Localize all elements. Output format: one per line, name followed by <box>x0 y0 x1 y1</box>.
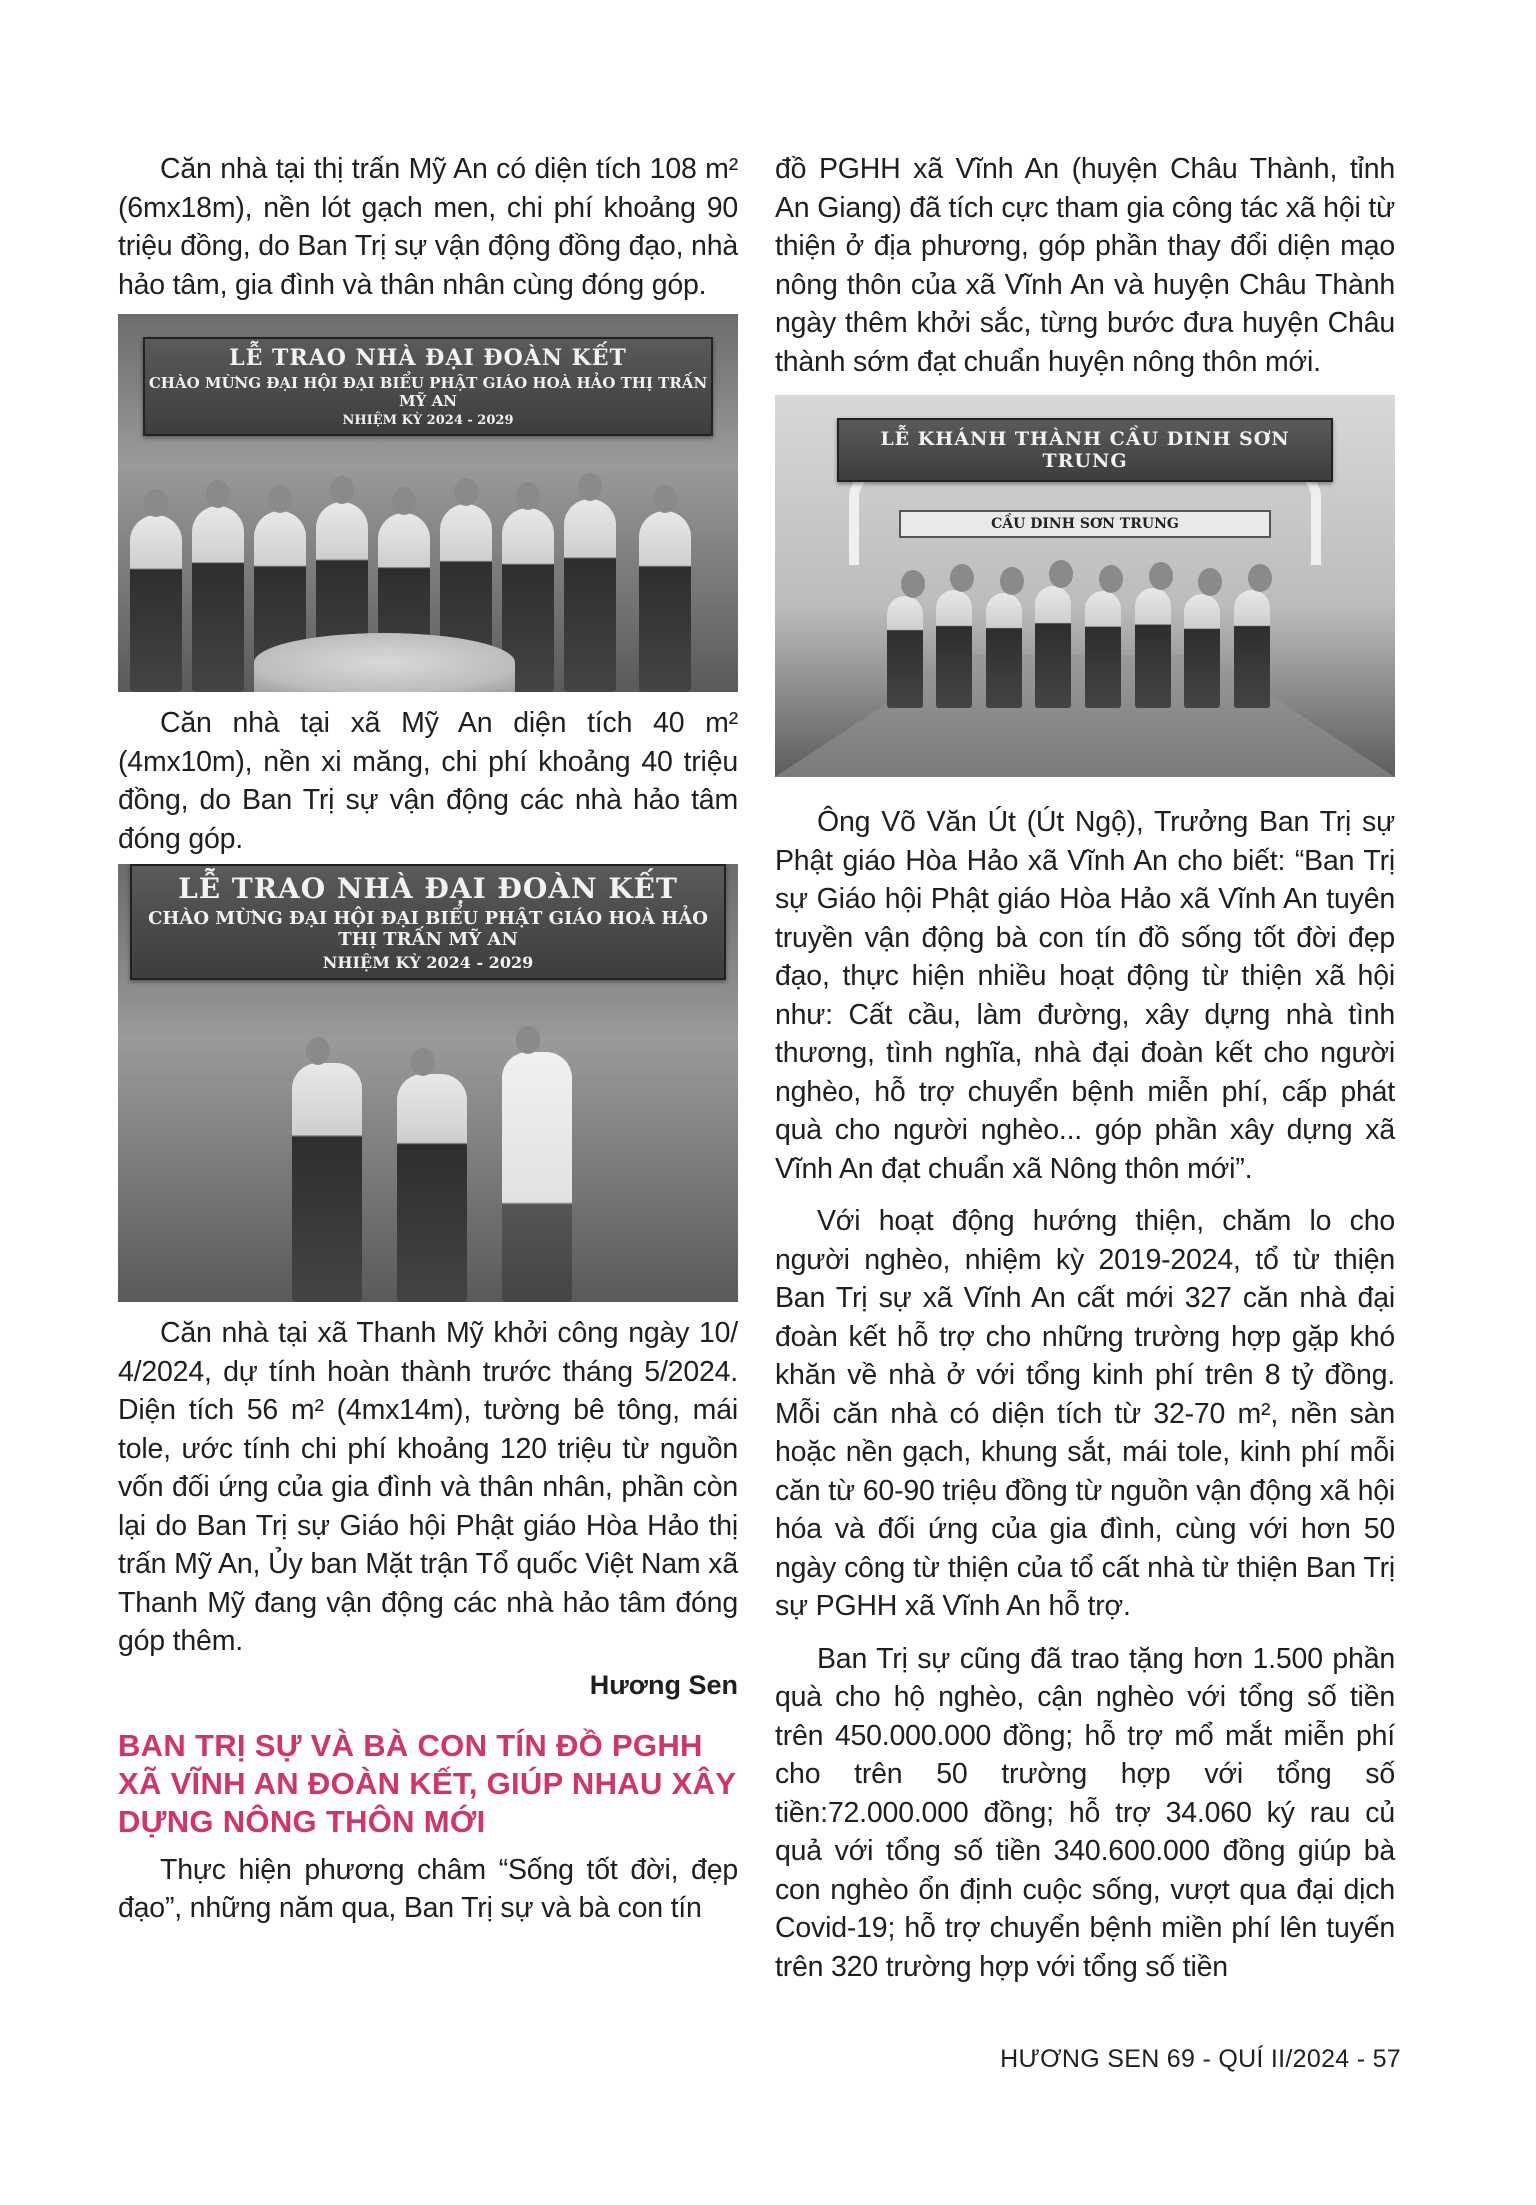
banner-subtitle: CHÀO MỪNG ĐẠI HỘI ĐẠI BIỂU PHẬT GIÁO HOÀ HẢO THỊ TRẤN MỸ AN <box>148 908 708 950</box>
photo-banner <box>143 337 713 436</box>
paragraph-vinh-an-continued: đồ PGHH xã Vĩnh An (huyện Châu Thành, tỉnh An Giang) đã tích cực tham gia công tác xã hội từ thiện ở địa phương, góp phần thay đổi diện mạo nông thôn của xã Vĩnh An và huyện Châu Thành ngày thêm khởi sắc, từng bước đưa huyện Châu thành sớm đạt chuẩn huyện nông thôn mới. <box>775 153 1395 378</box>
paragraph-intro-vinh-an: Thực hiện phương châm “Sống tốt đời, đẹp đạo”, những năm qua, Ban Trị sự và bà con tín <box>118 1853 738 1924</box>
paragraph-thanh-my-house: Căn nhà tại xã Thanh Mỹ khởi công ngày 10/ 4/2024, dự tính hoàn thành trước tháng 5/2024. Diện tích 56 m² (4mx14m), tường bê tông, mái tole, ước tính chi phí khoảng 120 triệu từ nguồn vốn đối ứng của gia đình và thân nhân, phần còn lại do Ban Trị sự Giáo hội Phật giáo Hòa Hảo thị trấn Mỹ An, Ủy ban Mặt trận Tổ quốc Việt Nam xã Thanh Mỹ đang vận động các nhà hảo tâm đóng góp thêm. <box>118 1317 738 1657</box>
group-of-people <box>118 465 738 692</box>
paragraph-charity-houses: Với hoạt động hướng thiện, chăm lo cho người nghèo, nhiệm kỳ 2019-2024, tổ từ thiện Ban Trị sự xã Vĩnh An cất mới 327 căn nhà đại đoàn kết hỗ trợ cho những trường hợp gặp khó khăn về nhà ở với tổng kinh phí trên 8 tỷ đồng. Mỗi căn nhà có diện tích từ 32-70 m², nền sàn hoặc nền gạch, khung sắt, mái tole, kinh phí mỗi căn từ 60-90 triệu đồng từ nguồn vận động xã hội hóa và đối ứng của gia đình, cùng với hơn 50 ngày công từ thiện của tổ cất nhà từ thiện Ban Trị sự PGHH xã Vĩnh An hỗ trợ. <box>775 1205 1395 1622</box>
photo-house-handover-2 <box>118 864 738 1302</box>
paragraph-vo-van-ut-quote: Ông Võ Văn Út (Út Ngộ), Trưởng Ban Trị sự Phật giáo Hòa Hảo xã Vĩnh An cho biết: “Ban Trị sự Giáo hội Phật giáo Hòa Hảo xã Vĩnh An tuyên truyền vận động bà con tín đồ sống tốt đời đẹp đạo, thực hiện nhiều hoạt động từ thiện xã hội như: Cất cầu, làm đường, xây dựng nhà tình thương, tình nghĩa, nhà đại đoàn kết cho người nghèo, hỗ trợ chuyển bệnh miễn phí, cấp phát quà cho người nghèo... góp phần xây dựng xã Vĩnh An đạt chuẩn xã Nông thôn mới”. <box>775 806 1395 1185</box>
photo-bridge-inauguration <box>775 395 1395 777</box>
byline-author: Hương Sen <box>589 1669 738 1700</box>
left-column <box>118 150 738 1928</box>
bridge-sign: CẦU DINH SƠN TRUNG <box>899 510 1271 538</box>
photo-banner <box>130 864 725 980</box>
photo-house-handover-1 <box>118 314 738 692</box>
banner-term: NHIỆM KỲ 2024 - 2029 <box>342 412 514 428</box>
paragraph-my-an-town-house: Căn nhà tại thị trấn Mỹ An có diện tích 108 m² (6mx18m), nền lót gạch men, chi phí khoảng 90 triệu đồng, do Ban Trị sự vận động đồng đạo, nhà hảo tâm, gia đình và thân nhân cùng đóng góp. <box>118 153 738 301</box>
photo-banner <box>837 418 1333 482</box>
banner-subtitle: CHÀO MỪNG ĐẠI HỘI ĐẠI BIỂU PHẬT GIÁO HOÀ HẢO THỊ TRẤN MỸ AN <box>148 373 708 410</box>
group-of-people <box>775 548 1395 708</box>
article-headline: BAN TRỊ SỰ VÀ BÀ CON TÍN ĐỒ PGHH XÃ VĨNH AN ĐOÀN KẾT, GIÚP NHAU XÂY DỰNG NÔNG THÔN MỚI <box>118 1727 736 1839</box>
page-footer: HƯƠNG SEN 69 - QUÍ II/2024 - 57 <box>1000 2045 1401 2073</box>
paragraph-my-an-commune-house: Căn nhà tại xã Mỹ An diện tích 40 m² (4mx10m), nền xi măng, chi phí khoảng 40 triệu đồng, do Ban Trị sự vận động các nhà hảo tâm đóng góp. <box>118 707 738 855</box>
banner-term: NHIỆM KỲ 2024 - 2029 <box>322 953 534 972</box>
group-of-people <box>118 1030 738 1302</box>
banner-title: LỄ TRAO NHÀ ĐẠI ĐOÀN KẾT <box>229 344 627 371</box>
banner-title: LỄ TRAO NHÀ ĐẠI ĐOÀN KẾT <box>178 872 678 905</box>
paragraph-gifts-support: Ban Trị sự cũng đã trao tặng hơn 1.500 phần quà cho hộ nghèo, cận nghèo với tổng số tiền trên 450.000.000 đồng; hỗ trợ mổ mắt miễn phí cho trên 50 trường hợp với tổng số tiền:72.000.000 đồng; hỗ trợ 34.060 ký rau củ quả với tổng số tiền 340.600.000 đồng giúp bà con nghèo ổn định cuộc sống, vượt qua đại dịch Covid-19; hỗ trợ chuyển bệnh miền phí lên tuyến trên 320 trường hợp với tổng số tiền <box>775 1642 1395 1983</box>
gift-table <box>254 633 514 692</box>
right-column <box>775 150 1395 1986</box>
banner-title: LỄ KHÁNH THÀNH CẦU DINH SƠN TRUNG <box>880 427 1290 472</box>
